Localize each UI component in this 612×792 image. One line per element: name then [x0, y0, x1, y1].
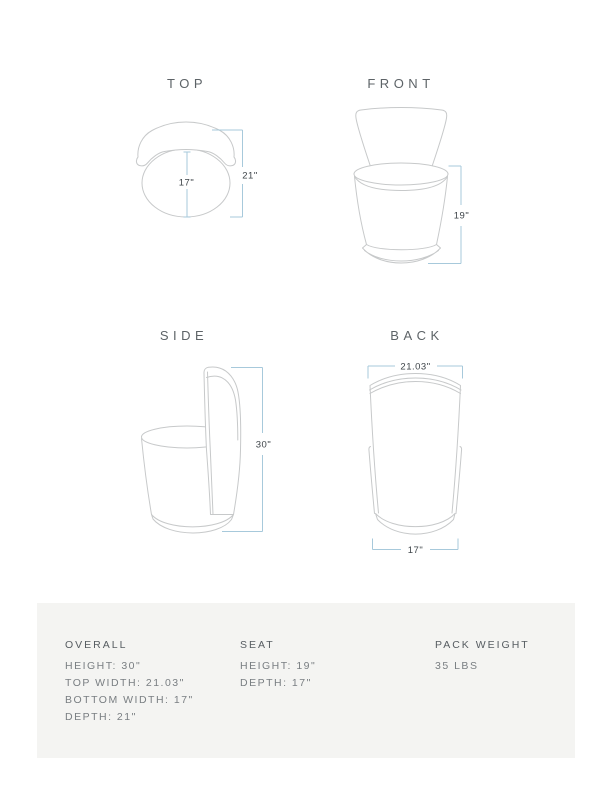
back-view-drawing	[355, 350, 475, 560]
dim-label-overall-height: 30"	[255, 439, 272, 451]
back-panel-outline	[370, 374, 461, 514]
dim-label-overall-depth: 21"	[242, 170, 258, 182]
front-view-chair	[354, 108, 448, 264]
spec-line-seat-depth: DEPTH: 17"	[240, 677, 312, 689]
side-view-drawing	[130, 360, 280, 545]
spec-line-overall-height: HEIGHT: 30"	[65, 660, 142, 672]
base-ring	[152, 515, 234, 533]
view-title-side: SIDE	[159, 328, 209, 343]
side-view-chair	[142, 367, 241, 533]
spec-line-overall-top-width: TOP WIDTH: 21.03"	[65, 677, 185, 689]
view-title-top: TOP	[167, 76, 207, 91]
spec-heading-overall: OVERALL	[65, 639, 128, 651]
spec-column-pack-weight	[435, 639, 530, 675]
view-title-front: FRONT	[367, 76, 435, 91]
spec-panel	[37, 603, 575, 758]
spec-heading-seat: SEAT	[240, 639, 275, 651]
view-title-back: BACK	[390, 328, 444, 343]
spec-column-overall	[65, 639, 194, 726]
top-view-drawing	[110, 115, 275, 230]
spec-heading-pack-weight: PACK WEIGHT	[435, 639, 530, 651]
top-band-seams	[370, 378, 462, 394]
dim-label-seat-depth: 17"	[178, 177, 195, 189]
top-view-chair	[136, 122, 235, 217]
side-flap-edges	[369, 447, 462, 514]
base-crease	[367, 245, 437, 250]
spec-line-overall-depth: DEPTH: 21"	[65, 711, 137, 723]
spec-line-pack-weight: 35 LBS	[435, 660, 479, 672]
backrest-outline	[356, 108, 447, 169]
dim-label-top-width: 21.03"	[400, 361, 431, 373]
back-view-chair	[369, 374, 462, 535]
spec-line-overall-bottom-width: BOTTOM WIDTH: 17"	[65, 694, 194, 706]
spec-line-seat-height: HEIGHT: 19"	[240, 660, 317, 672]
dim-label-seat-height: 19"	[453, 210, 470, 222]
spec-column-seat	[240, 639, 316, 692]
dim-label-bottom-width: 17"	[407, 545, 424, 556]
seat-cushion-outline	[354, 163, 448, 185]
base-strip	[376, 514, 456, 535]
front-view-drawing	[340, 100, 475, 275]
